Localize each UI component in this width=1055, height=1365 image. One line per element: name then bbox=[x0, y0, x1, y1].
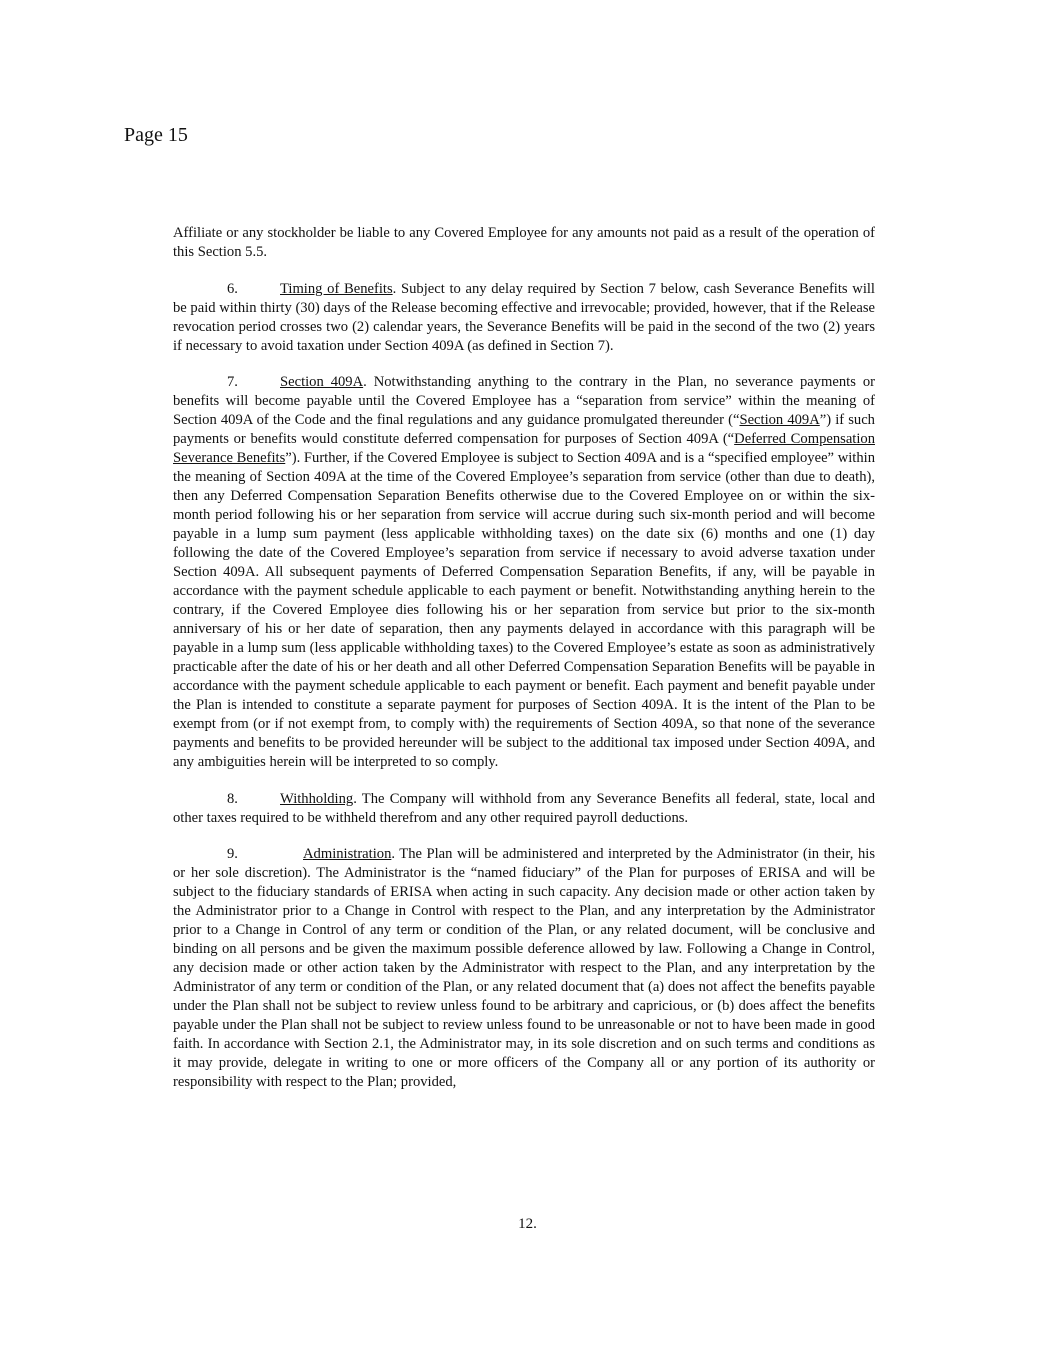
defined-term: Section 409A bbox=[739, 412, 820, 428]
section-heading: Timing of Benefits bbox=[280, 280, 393, 297]
section-number: 9. bbox=[227, 846, 238, 862]
section-text: . The Company will withhold from any Severance Benefits all federal, state, local and other taxes required to be withheld therefrom and any other required payroll deductions. bbox=[173, 790, 875, 826]
section-9-administration bbox=[173, 845, 875, 1092]
defined-term: Deferred Compensation Severance Benefits bbox=[173, 431, 875, 466]
section-text: ”) if such payments or benefits would constitute deferred compensation for purposes of Section 409A (“ bbox=[173, 412, 875, 447]
section-7-section-409a bbox=[173, 373, 875, 772]
section-number: 6. bbox=[227, 280, 238, 297]
section-heading: Section 409A bbox=[280, 374, 364, 390]
section-text: . Notwithstanding anything to the contrary in the Plan, no severance payments or benefits will become payable until the Covered Employee has a “separation from service” within the meaning of Section 409A of the Code and the final regulations and any guidance promulgated thereunder (“ bbox=[173, 374, 875, 428]
section-text: ”). Further, if the Covered Employee is subject to Section 409A and is a “specified employee” within the meaning of Section 409A at the time of the Covered Employee’s separation from service (other than due to death), then any Deferred Compensation Separation Benefits otherwise due to the Covered Employee on or within the six-month period following his or her separation from service will accrue during such six-month period and will become payable in a lump sum payment (less applicable withholding taxes) on the date six (6) months and one (1) day following the date of the Covered Employee’s separation from service if necessary to avoid adverse taxation under Section 409A. All subsequent payments of Deferred Compensation Separation Benefits, if any, will be payable in accordance with the payment schedule applicable to each payment or benefit. Notwithstanding anything herein to the contrary, if the Covered Employee dies following his or her separation from service but prior to the six-month anniversary of his or her date of separation, then any payments delayed in accordance with this paragraph will be payable in a lump sum (less applicable withholding taxes) to the Covered Employee’s estate as soon as administratively practicable after the date of his or her death and all other Deferred Compensation Separation Benefits will be payable in accordance with the payment schedule applicable to each payment or benefit. Each payment and benefit payable under the Plan is intended to constitute a separate payment for purposes of Section 409A. It is the intent of the Plan to be exempt from (or if not exempt from, to comply with) the requirements of Section 409A, so that none of the severance payments and benefits to be provided hereunder will be subject to the additional tax imposed under Section 409A, and any ambiguities herein will be interpreted to so comply. bbox=[173, 450, 875, 770]
page-number: 12. bbox=[518, 1216, 537, 1232]
paragraph-intro: Affiliate or any stockholder be liable to any Covered Employee for any amounts not paid as a result of the operation of this Section 5.5. bbox=[173, 225, 875, 260]
section-text: . Subject to any delay required by Section 7 below, cash Severance Benefits will be paid within thirty (30) days of the Release becoming effective and irrevocable; provided, however, that if the Release revocation period crosses two (2) calendar years, the Severance Benefits will be paid in the second of the two (2) years if necessary to avoid taxation under Section 409A (as defined in Section 7). bbox=[173, 280, 875, 354]
section-8-withholding bbox=[173, 790, 875, 828]
section-number: 7. bbox=[227, 374, 238, 390]
section-heading: Administration bbox=[303, 846, 392, 862]
section-6-timing-of-benefits bbox=[173, 280, 875, 356]
document-body bbox=[173, 224, 875, 1092]
page-label: Page 15 bbox=[124, 124, 188, 146]
section-number: 8. bbox=[227, 790, 238, 807]
section-heading: Withholding bbox=[280, 790, 354, 807]
section-text: . The Plan will be administered and interpreted by the Administrator (in their, his or her sole discretion). The Administrator is the “named fiduciary” of the Plan for purposes of ERISA and will be subject to the fiduciary standards of ERISA when acting in such capacity. Any decision made or other action taken by the Administrator prior to a Change in Control with respect to the Plan, and any interpretation by the Administrator prior to a Change in Control of any term or condition of the Plan, or any related document, will be conclusive and binding on all persons and be given the maximum possible deference allowed by law. Following a Change in Control, any decision made or other action taken by the Administrator with respect to the Plan, and any interpretation by the Administrator of any term or condition of the Plan, or any related document that (a) does not affect the benefits payable under the Plan shall not be subject to review unless found to be arbitrary and capricious, or (b) does affect the benefits payable under the Plan shall not be subject to review unless found to be unreasonable or not to have been made in good faith. In accordance with Section 2.1, the Administrator may, in its sole discretion and on such terms and conditions as it may provide, delegate in writing to one or more officers of the Company all or any portion of its authority or responsibility with respect to the Plan; provided, bbox=[173, 846, 875, 1090]
